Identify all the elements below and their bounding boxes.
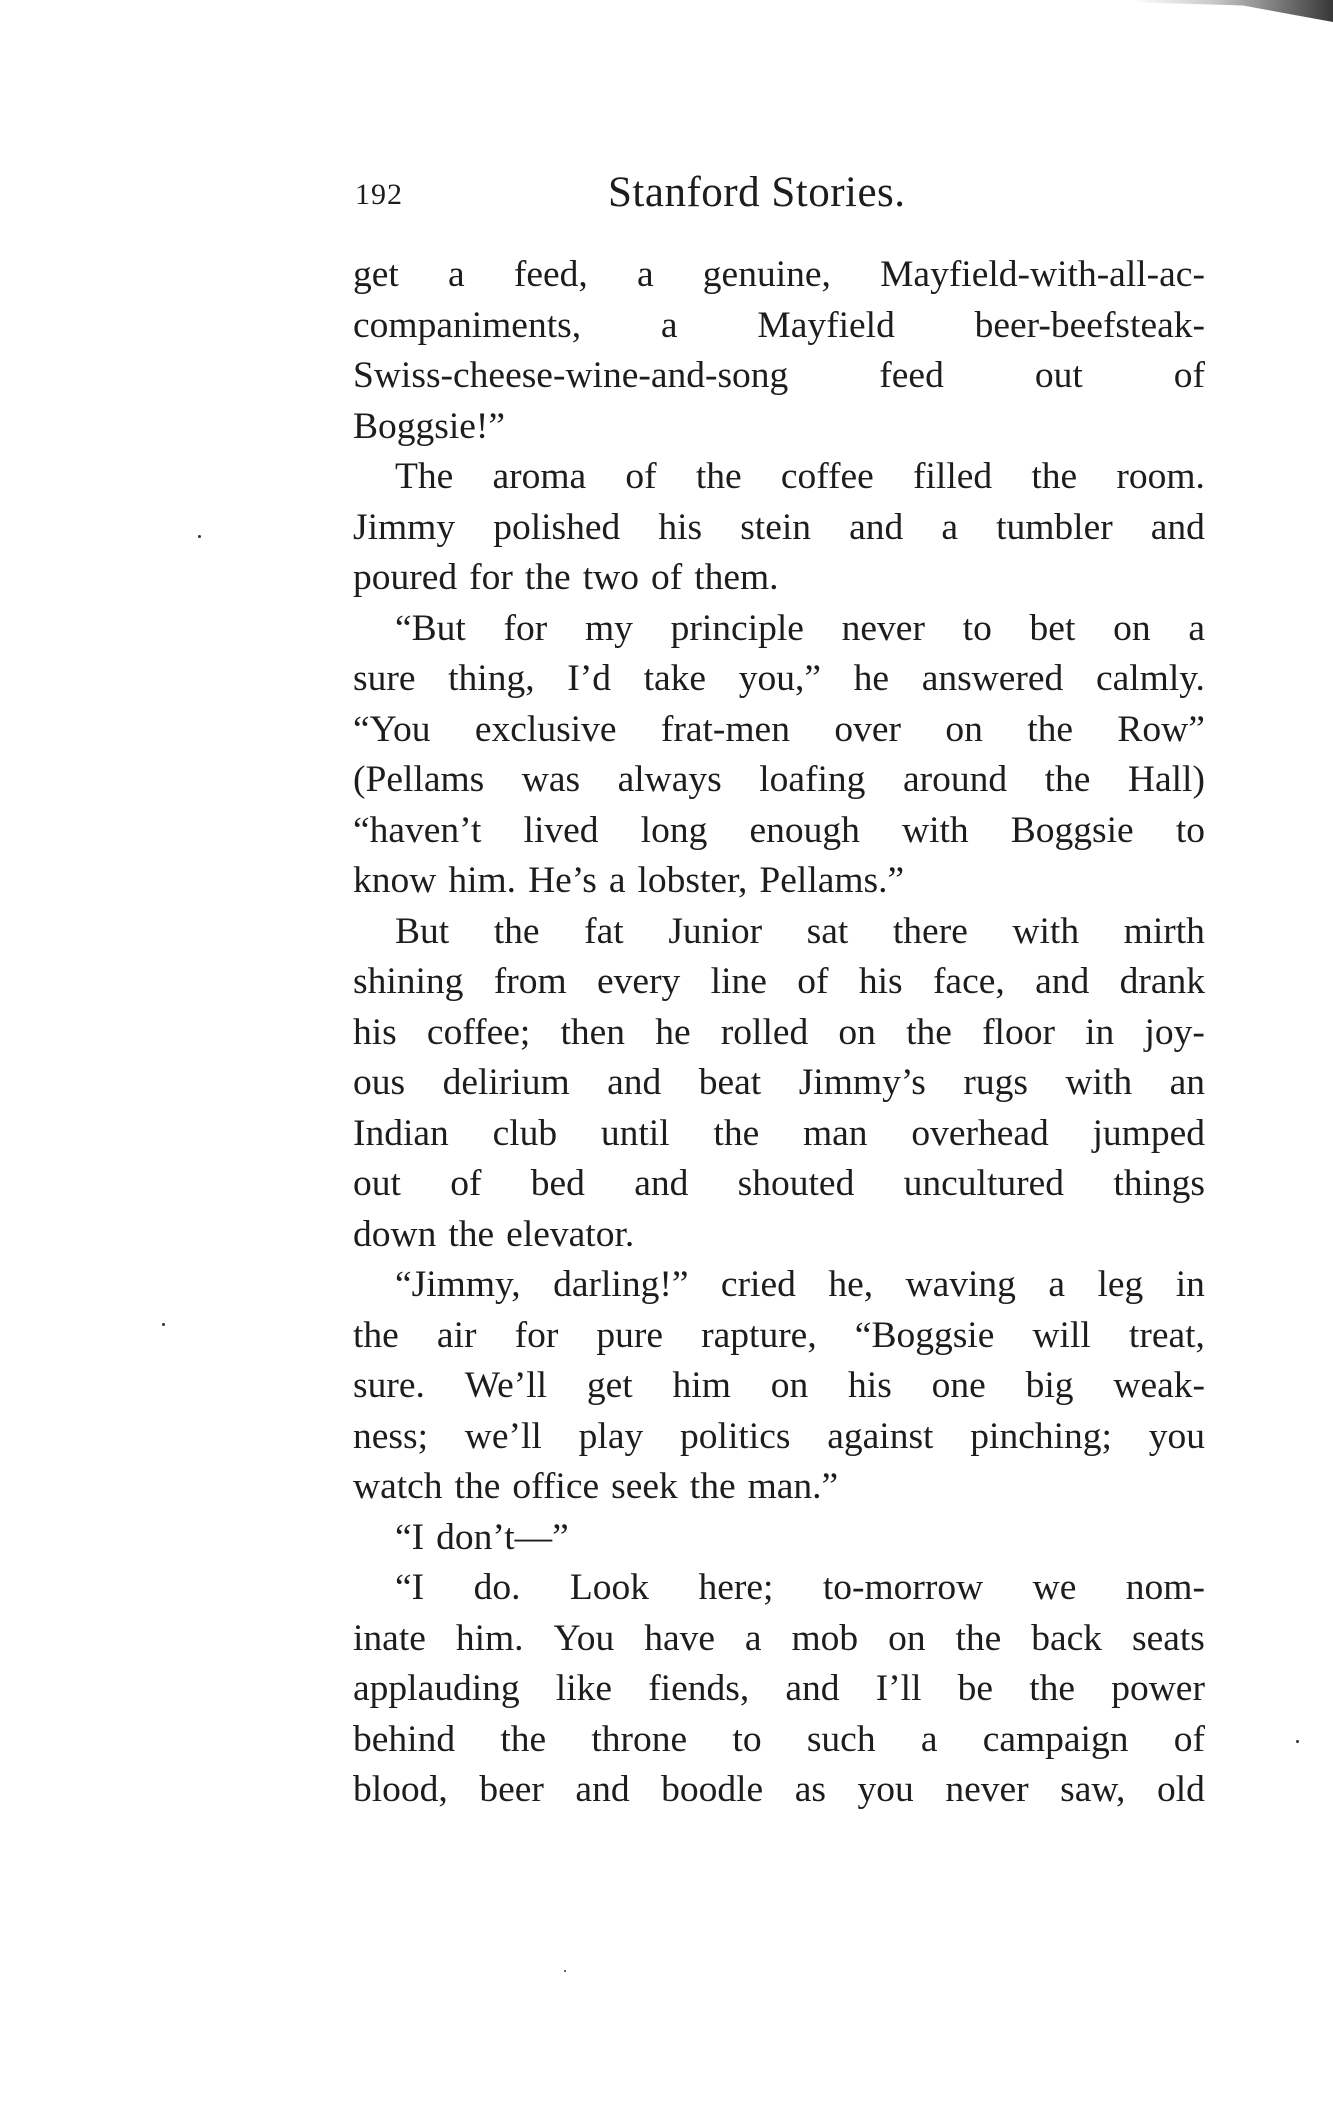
text-line: Swiss-cheese-wine-and-song feed out of	[353, 355, 1205, 396]
scan-edge-shadow	[1133, 0, 1333, 22]
scan-speck	[162, 1323, 165, 1326]
page-number: 192	[355, 178, 403, 211]
page-header	[355, 168, 1205, 228]
text-line: sure thing, I’d take you,” he answered calmly.	[353, 658, 1205, 699]
text-line: sure. We’ll get him on his one big weak-	[353, 1365, 1205, 1406]
text-line: down the elevator.	[353, 1213, 635, 1255]
text-line: shining from every line of his face, and drank	[353, 961, 1205, 1002]
text-line: the air for pure rapture, “Boggsie will treat,	[353, 1314, 1205, 1356]
text-line: watch the office seek the man.”	[353, 1466, 839, 1507]
text-line: companiments, a Mayfield beer-beefsteak-	[353, 304, 1205, 346]
text-line: Boggsie!”	[353, 405, 506, 447]
text-line: Jimmy polished his stein and a tumbler and	[353, 506, 1205, 548]
text-line: “I don’t—”	[395, 1516, 569, 1558]
body-text	[353, 250, 1205, 1816]
text-line: poured for the two of them.	[353, 557, 779, 598]
text-line: “haven’t lived long enough with Boggsie to	[353, 809, 1205, 851]
text-line: ness; we’ll play politics against pinching; you	[353, 1415, 1205, 1457]
text-line: his coffee; then he rolled on the floor in joy-	[353, 1011, 1205, 1053]
running-title: Stanford Stories.	[608, 169, 906, 216]
text-line: But the fat Junior sat there with mirth	[395, 910, 1205, 952]
text-line: “Jimmy, darling!” cried he, waving a leg in	[395, 1264, 1205, 1305]
text-line: out of bed and shouted uncultured things	[353, 1163, 1205, 1204]
text-line: blood, beer and boodle as you never saw, old	[353, 1769, 1205, 1810]
scan-speck	[198, 535, 201, 538]
text-line: Indian club until the man overhead jumped	[353, 1112, 1205, 1154]
scan-speck	[1296, 1740, 1299, 1743]
text-line: “I do. Look here; to-morrow we nom-	[395, 1567, 1205, 1608]
text-line: applauding like fiends, and I’ll be the power	[353, 1668, 1205, 1709]
text-line: inate him. You have a mob on the back seats	[353, 1617, 1205, 1659]
text-line: “But for my principle never to bet on a	[395, 607, 1205, 649]
text-line: know him. He’s a lobster, Pellams.”	[353, 860, 905, 901]
text-line: The aroma of the coffee filled the room.	[395, 456, 1205, 497]
text-line: (Pellams was always loafing around the Hall)	[353, 759, 1205, 800]
text-line: “You exclusive frat-men over on the Row”	[353, 708, 1205, 750]
text-line: behind the throne to such a campaign of	[353, 1718, 1205, 1760]
text-line: ous delirium and beat Jimmy’s rugs with an	[353, 1062, 1205, 1103]
scan-speck	[564, 1970, 566, 1972]
text-line: get a feed, a genuine, Mayfield-with-all-ac-	[353, 254, 1205, 295]
